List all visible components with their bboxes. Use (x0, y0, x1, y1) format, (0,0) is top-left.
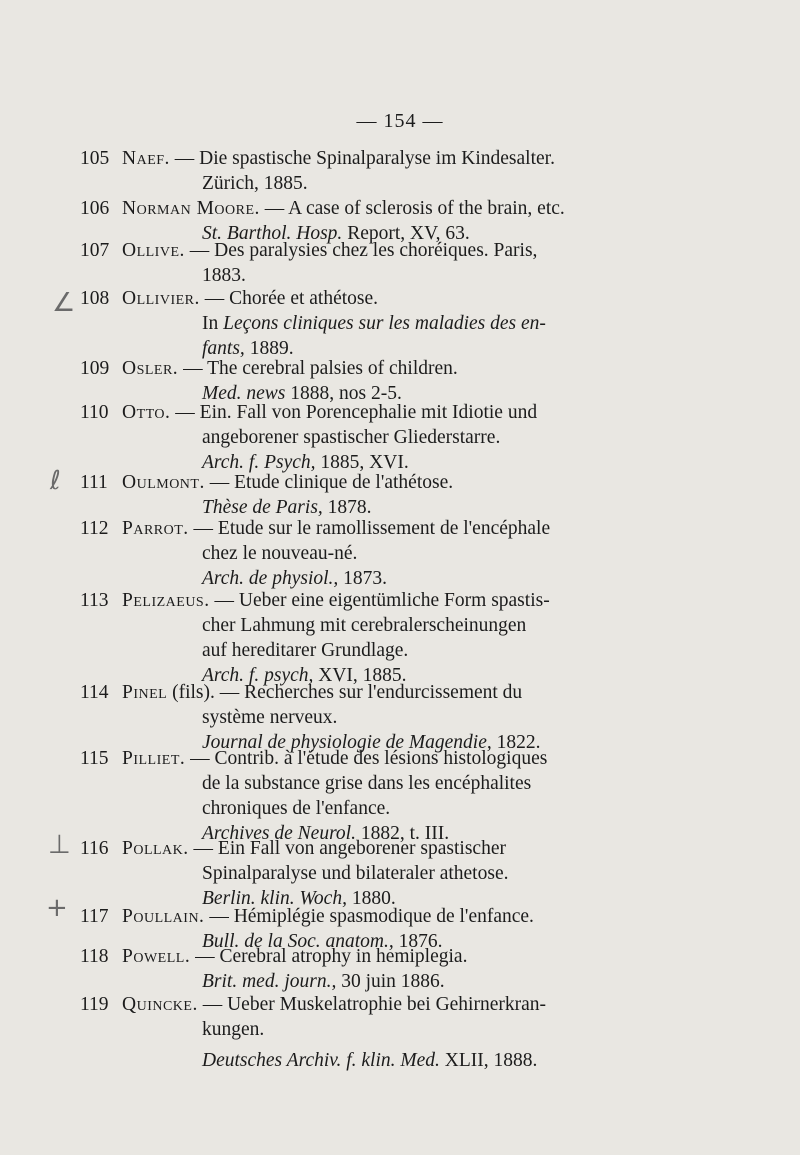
bibliography-entry: 113 Pelizaeus. — Ueber eine eigentümliche Form spastis- cher Lahmung mit cerebralerscheinungen auf hereditarer Grundlage. Arch. f. psych, XVI, 1885. (80, 590, 550, 686)
bibliography-entry: 106 Norman Moore. — A case of sclerosis of the brain, etc. St. Barthol. Hosp. Report, XV, 63. (80, 198, 565, 244)
bibliography-entry: 107 Ollive. — Des paralysies chez les choréiques. Paris, 1883. (80, 240, 538, 286)
bibliography-entry: 108 Ollivier. — Chorée et athétose. In Leçons cliniques sur les maladies des en- fants, 1889. (80, 288, 546, 359)
bibliography-entry: 112 Parrot. — Etude sur le ramollissement de l'encéphale chez le nouveau-né. Arch. de physiol., 1873. (80, 518, 551, 589)
margin-mark: + (46, 893, 68, 923)
page-number: — 154 — (356, 110, 444, 132)
margin-mark: ℓ (50, 466, 61, 496)
bibliography-entry: 119 Quincke. — Ueber Muskelatrophie bei Gehirnerkran- kungen. Deutsches Archiv. f. klin. Med. XLII, 1888. (80, 994, 547, 1071)
bibliography-entry: 118 Powell. — Cerebral atrophy in hemiplegia. Brit. med. journ., 30 juin 1886. (80, 946, 468, 992)
bibliography-entry: 110 Otto. — Ein. Fall von Porencephalie mit Idiotie und angeborener spastischer Gliederstarre. Arch. f. Psych, 1885, XVI. (80, 402, 538, 473)
bibliography-entry: 116 Pollak. — Ein Fall von angeborener spastischer Spinalparalyse und bilateraler athetose. Berlin. klin. Woch, 1880. (80, 838, 509, 909)
bibliography-entry: 115 Pilliet. — Contrib. à l'étude des lésions histologiques de la substance grise dans les encéphalites chroniques de l'enfance. Archives de Neurol. 1882, t. III. (80, 748, 548, 844)
margin-mark: ⊥ (48, 830, 71, 860)
margin-mark: ∠ (52, 288, 76, 318)
bibliography-entry: 117 Poullain. — Hémiplégie spasmodique de l'enfance. Bull. de la Soc. anatom., 1876. (80, 906, 534, 952)
bibliography-entry: 114 Pinel (fils). — Recherches sur l'endurcissement du système nerveux. Journal de physiologie de Magendie, 1822. (80, 682, 541, 753)
bibliography-entry: 105 Naef. — Die spastische Spinalparalyse im Kindesalter. Zürich, 1885. (80, 148, 555, 194)
bibliography-entry: 109 Osler. — The cerebral palsies of children. Med. news 1888, nos 2-5. (80, 358, 458, 404)
bibliography-entry: 111 Oulmont. — Etude clinique de l'athétose. Thèse de Paris, 1878. (80, 472, 454, 518)
